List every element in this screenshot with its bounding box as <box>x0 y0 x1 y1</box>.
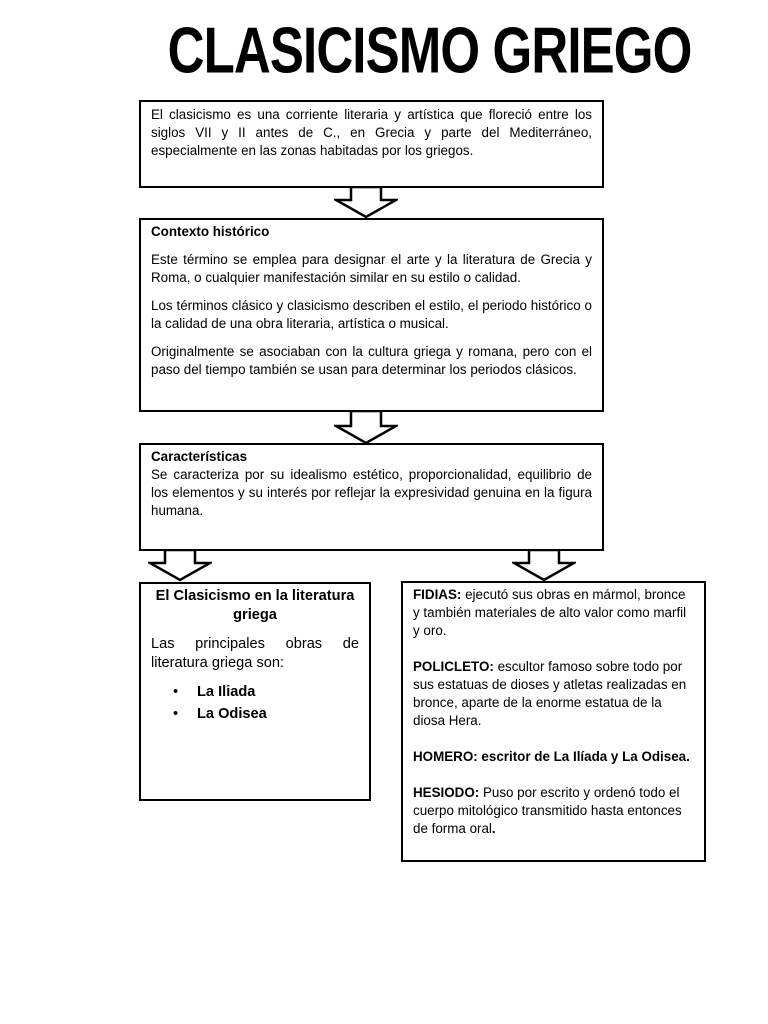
intro-box <box>139 100 604 188</box>
figure-entry-homero: HOMERO: escritor de La Ilíada y La Odisea. <box>413 749 690 764</box>
figure-description: ejecutó sus obras en mármol, bronce y también materiales de alto valor como marfil y oro. <box>413 587 687 638</box>
figure-name: FIDIAS: <box>413 587 462 602</box>
context-heading: Contexto histórico <box>151 224 270 239</box>
figure-entry-policleto <box>413 658 694 730</box>
literature-text: Las principales obras de literatura griega son: <box>151 636 359 671</box>
literature-box <box>139 582 371 801</box>
list-item <box>151 683 359 702</box>
context-box <box>139 218 604 412</box>
figure-entry-hesiodo <box>413 784 694 838</box>
page-title: CLASICISMO GRIEGO <box>167 14 692 87</box>
context-paragraph: Originalmente se asociaban con la cultura griega y romana, pero con el paso del tiempo también se usan para determinar los periodos clásicos. <box>151 344 592 377</box>
work-title: La Iliada <box>197 684 256 700</box>
figure-entry-fidias <box>413 586 694 640</box>
context-paragraph: Este término se emplea para designar el arte y la literatura de Grecia y Roma, o cualquier manifestación similar en su estilo o calidad. <box>151 252 592 285</box>
context-paragraph: Los términos clásico y clasicismo describen el estilo, el periodo histórico o la calidad de una obra literaria, artística o musical. <box>151 298 592 331</box>
list-item <box>151 705 359 724</box>
work-title: La Odisea <box>197 706 267 722</box>
literature-heading: El Clasicismo en la literatura griega <box>155 588 355 623</box>
figures-box <box>401 581 706 862</box>
arrow-down-icon <box>334 410 398 445</box>
arrow-down-icon <box>334 186 398 219</box>
arrow-down-icon <box>148 549 212 582</box>
figure-name: POLICLETO: <box>413 659 494 674</box>
bullet: • <box>173 706 179 722</box>
features-box <box>139 443 604 551</box>
figure-name: HESIODO: <box>413 785 480 800</box>
arrow-down-icon <box>512 549 576 582</box>
works-list <box>151 683 359 724</box>
figure-description: Puso por escrito y ordenó todo el cuerpo mitológico transmitido hasta entonces de forma oral <box>413 785 682 836</box>
bullet: • <box>173 684 179 700</box>
figure-end-mark: . <box>491 821 496 836</box>
figure-description: escultor famoso sobre todo por sus estatuas de dioses y atletas realizadas en bronce, aparte de la enorme estatua de la diosa Hera. <box>413 659 687 728</box>
features-heading: Características <box>151 449 248 464</box>
features-text: Se caracteriza por su idealismo estético, proporcionalidad, equilibrio de los elementos y su interés por reflejar la expresividad genuina en la figura humana. <box>151 467 592 518</box>
intro-text: El clasicismo es una corriente literaria y artística que floreció entre los siglos VII y II antes de C., en Grecia y parte del Mediterráneo, especialmente en las zonas habitadas por los griegos. <box>151 107 592 158</box>
